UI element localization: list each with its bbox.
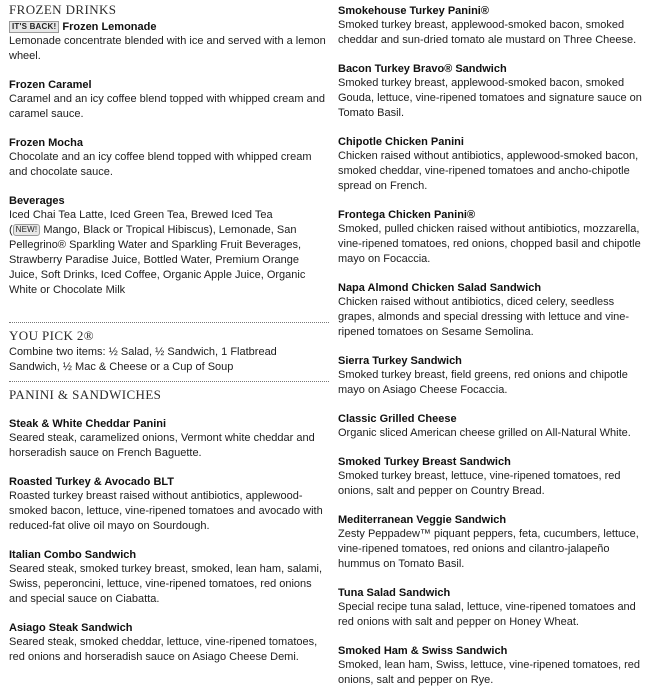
menu-item-sierra-turkey	[338, 354, 650, 398]
item-desc: Lemonade concentrate blended with ice and served with a lemon wheel.	[9, 35, 326, 62]
item-name-row	[9, 20, 327, 34]
item-name: Napa Almond Chicken Salad Sandwich	[338, 282, 542, 294]
item-desc: Seared steak, smoked turkey breast, smoked, lean ham, salami, Swiss, peperoncini, lettuce, vine-ripened tomatoes, red onions and special sauce on Ciabatta.	[9, 563, 323, 605]
item-desc: Roasted turkey breast raised without antibiotics, applewood-smoked bacon, lettuce, vine-ripened tomatoes and avocado with reduced-fat olive oil mayo on Sourdough.	[9, 490, 323, 532]
menu-item-chipotle-chicken-panini	[338, 135, 650, 194]
section-divider	[9, 322, 329, 323]
you-pick-2-heading: YOU PICK 2®	[9, 328, 95, 343]
item-desc: Smoked turkey breast, applewood-smoked bacon, smoked Gouda, lettuce, vine-ripened tomatoes and signature sauce on Tomato Basil.	[338, 77, 642, 119]
right-column	[338, 0, 650, 688]
item-name: Smokehouse Turkey Panini®	[338, 5, 489, 17]
item-desc: Organic sliced American cheese grilled on All-Natural White.	[338, 427, 631, 439]
item-name: Smoked Turkey Breast Sandwich	[338, 456, 511, 468]
item-name: Mediterranean Veggie Sandwich	[338, 514, 507, 526]
item-desc: Smoked turkey breast, applewood-smoked bacon, smoked cheddar and sun-dried tomato ale mustard on Three Cheese.	[338, 19, 637, 46]
item-name: Frozen Mocha	[9, 137, 83, 149]
item-desc: Smoked, pulled chicken raised without antibiotics, mozzarella, vine-ripened tomatoes, red onions, chopped basil and chipotle mayo on Focaccia.	[338, 223, 641, 265]
menu-item-napa-almond-chicken	[338, 281, 650, 340]
item-name: Italian Combo Sandwich	[9, 549, 137, 561]
item-desc: Chocolate and an icy coffee blend topped with whipped cream and chocolate sauce.	[9, 151, 312, 178]
item-desc: Chicken raised without antibiotics, diced celery, seedless grapes, almonds and special dressing with lettuce and vine-ripened tomatoes on Sesame Semolina.	[338, 296, 630, 338]
item-name: Frozen Caramel	[9, 79, 92, 91]
menu-item-frozen-caramel	[9, 78, 327, 122]
item-desc: Chicken raised without antibiotics, applewood-smoked bacon, smoked cheddar, vine-ripened tomatoes and ancho-chipotle spread on French.	[338, 150, 639, 192]
item-name: Steak & White Cheddar Panini	[9, 418, 167, 430]
item-name: Beverages	[9, 195, 65, 207]
left-column	[9, 0, 327, 665]
item-desc: Smoked, lean ham, Swiss, lettuce, vine-ripened tomatoes, red onions, salt and pepper on Rye.	[338, 659, 641, 686]
frozen-drinks-heading: FROZEN DRINKS	[9, 2, 117, 17]
item-name: Chipotle Chicken Panini	[338, 136, 464, 148]
menu-item-asiago-steak	[9, 621, 327, 665]
menu-item-smokehouse-turkey-panini	[338, 4, 650, 48]
you-pick-2-desc: Combine two items: ½ Salad, ½ Sandwich, 1 Flatbread Sandwich, ½ Mac & Cheese or a Cup of Soup	[9, 346, 277, 373]
menu-item-tuna-salad	[338, 586, 650, 630]
item-name: Asiago Steak Sandwich	[9, 622, 133, 634]
item-desc: Seared steak, smoked cheddar, lettuce, vine-ripened tomatoes, red onions and horseradish sauce on Asiago Cheese Demi.	[9, 636, 318, 663]
menu-item-steak-cheddar-panini	[9, 417, 327, 461]
item-desc: Seared steak, caramelized onions, Vermont white cheddar and horseradish sauce on French Baguette.	[9, 432, 315, 459]
item-desc: Smoked turkey breast, lettuce, vine-ripened tomatoes, red onions, salt and pepper on Country Bread.	[338, 470, 621, 497]
item-name: Sierra Turkey Sandwich	[338, 355, 462, 367]
item-desc: Special recipe tuna salad, lettuce, vine-ripened tomatoes and red onions with salt and pepper on Honey Wheat.	[338, 601, 636, 628]
menu-item-bacon-turkey-bravo	[338, 62, 650, 121]
menu-item-frontega-chicken-panini	[338, 208, 650, 267]
menu-item-frozen-mocha	[9, 136, 327, 180]
menu-item-italian-combo	[9, 548, 327, 607]
item-name: Frozen Lemonade	[62, 21, 157, 33]
menu-item-frozen-lemonade	[9, 20, 327, 64]
item-desc: Iced Chai Tea Latte, Iced Green Tea, Brewed Iced Tea ( NEW! Mango, Black or Tropical Hibiscus), Lemonade, San Pellegrino® Sparkling Water and Sparkling Fruit Beverages, Strawberry Paradise Juice, Bottled Water, Premium Orange Juice, Soft Drinks, Iced Coffee, Organic Apple Juice, Organic White or Chocolate Milk	[9, 209, 306, 296]
menu-item-classic-grilled-cheese	[338, 412, 650, 441]
item-name: Smoked Ham & Swiss Sandwich	[338, 645, 508, 657]
item-desc: Smoked turkey breast, field greens, red onions and chipotle mayo on Asiago Cheese Focaccia.	[338, 369, 628, 396]
beverages-line2: Mango, Black or Tropical Hibiscus), Lemonade, San Pellegrino® Sparkling Water and Sparkling Fruit Beverages, Strawberry Paradise Juice, Bottled Water, Premium Orange Juice, Soft Drinks, Iced Coffee, Organic Apple Juice, Organic White or Chocolate Milk	[9, 224, 306, 296]
item-name: Frontega Chicken Panini®	[338, 209, 476, 221]
menu-item-mediterranean-veggie	[338, 513, 650, 572]
item-name: Classic Grilled Cheese	[338, 413, 457, 425]
menu-item-beverages	[9, 194, 327, 298]
item-name: Bacon Turkey Bravo® Sandwich	[338, 63, 507, 75]
menu-item-smoked-ham-swiss	[338, 644, 650, 688]
new-badge: NEW!	[13, 224, 41, 236]
item-desc: Zesty Peppadew™ piquant peppers, feta, cucumbers, lettuce, vine-ripened tomatoes, red onions and cilantro-jalapeño hummus on Tomato Basil.	[338, 528, 639, 570]
panini-sandwiches-heading: PANINI & SANDWICHES	[9, 387, 162, 402]
item-name: Tuna Salad Sandwich	[338, 587, 451, 599]
menu-item-smoked-turkey-breast	[338, 455, 650, 499]
menu-item-roasted-turkey-blt	[9, 475, 327, 534]
its-back-badge: IT'S BACK!	[9, 21, 59, 33]
beverages-line1: Iced Chai Tea Latte, Iced Green Tea, Brewed Iced Tea	[9, 209, 273, 221]
section-divider	[9, 381, 329, 382]
item-name: Roasted Turkey & Avocado BLT	[9, 476, 175, 488]
item-desc: Caramel and an icy coffee blend topped with whipped cream and caramel sauce.	[9, 93, 325, 120]
